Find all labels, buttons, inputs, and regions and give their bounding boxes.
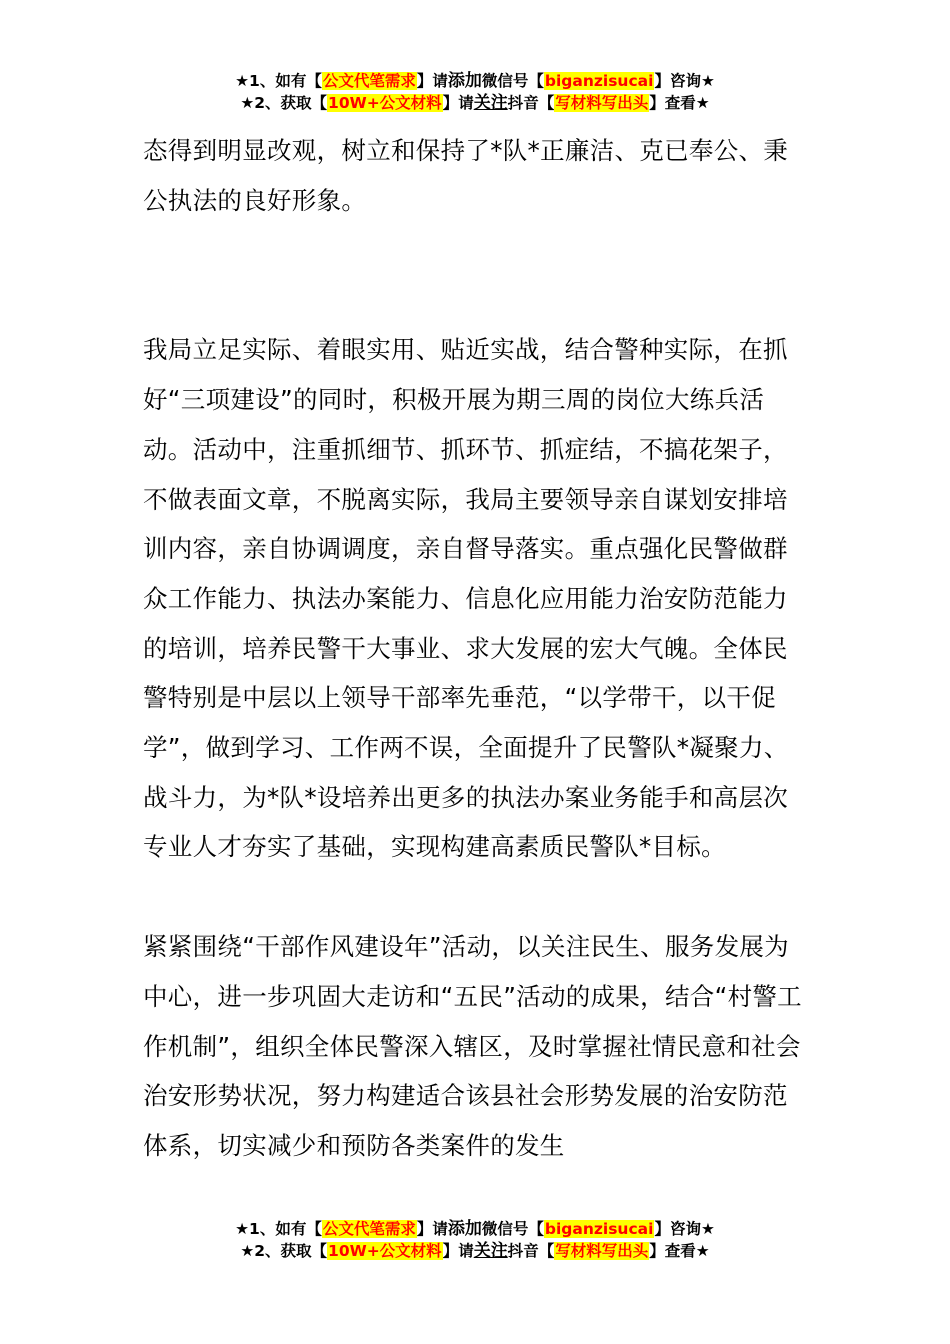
banner-emphasis: 添加 bbox=[447, 71, 482, 91]
banner-highlight: 10W+公文材料 bbox=[328, 1242, 442, 1260]
banner-text: 抖音【 bbox=[507, 94, 555, 112]
paragraph-3: 紧紧围绕“干部作风建设年”活动，以关注民生、服务发展为中心，进一步巩固大走访和“五民”活动的成果，结合“村警工作机制”，组织全体民警深入辖区，及时掌握社情民意和社会治安形势状况，努力构建适合该县社会形势发展的治安防范体系，切实减少和预防各类案件的发生 bbox=[143, 932, 802, 1160]
footer-banner bbox=[0, 1218, 950, 1262]
banner-emphasis: 关注 bbox=[473, 93, 508, 113]
paragraph-1: 态得到明显改观，树立和保持了*队*正廉洁、克已奉公、秉公执法的良好形象。 bbox=[143, 136, 789, 215]
banner-text: 抖音【 bbox=[507, 1242, 555, 1260]
banner-line-2 bbox=[0, 92, 950, 114]
banner-line-1 bbox=[0, 1218, 950, 1240]
banner-text: 】请 bbox=[442, 94, 474, 112]
banner-line-2 bbox=[0, 1240, 950, 1262]
banner-text: 】查看★ bbox=[649, 94, 710, 112]
banner-line-1 bbox=[0, 70, 950, 92]
paragraph-gap bbox=[143, 225, 811, 325]
banner-text: 】查看★ bbox=[649, 1242, 710, 1260]
banner-highlight-wechat: biganzisucai bbox=[544, 72, 654, 90]
paragraph-gap bbox=[143, 872, 811, 922]
banner-highlight: 公文代笔需求 bbox=[322, 72, 416, 90]
banner-text: ★2、获取【 bbox=[240, 1242, 328, 1260]
banner-text: 微信号【 bbox=[481, 1220, 544, 1238]
banner-highlight-wechat: biganzisucai bbox=[544, 1220, 654, 1238]
banner-highlight: 10W+公文材料 bbox=[328, 94, 442, 112]
banner-text: 微信号【 bbox=[481, 72, 544, 90]
document-body bbox=[143, 126, 811, 1171]
banner-text: 】咨询★ bbox=[654, 72, 715, 90]
banner-text: ★1、如有【 bbox=[235, 1220, 322, 1238]
banner-highlight-douyin: 写材料写出头 bbox=[555, 94, 649, 112]
header-banner bbox=[0, 70, 950, 114]
banner-text: 】请 bbox=[416, 1220, 448, 1238]
banner-emphasis: 添加 bbox=[447, 1219, 482, 1239]
banner-text: 】咨询★ bbox=[654, 1220, 715, 1238]
banner-text: ★1、如有【 bbox=[235, 72, 322, 90]
banner-emphasis: 关注 bbox=[473, 1241, 508, 1261]
banner-highlight-douyin: 写材料写出头 bbox=[555, 1242, 649, 1260]
banner-text: 】请 bbox=[416, 72, 448, 90]
banner-highlight: 公文代笔需求 bbox=[322, 1220, 416, 1238]
banner-text: 】请 bbox=[442, 1242, 474, 1260]
paragraph-2: 我局立足实际、着眼实用、贴近实战，结合警种实际，在抓好“三项建设”的同时，积极开展为期三周的岗位大练兵活动。活动中，注重抓细节、抓环节、抓症结，不搞花架子，不做表面文章，不脱离实际，我局主要领导亲自谋划安排培训内容，亲自协调调度，亲自督导落实。重点强化民警做群众工作能力、执法办案能力、信息化应用能力治安防范能力的培训，培养民警干大事业、求大发展的宏大气魄。全体民警特别是中层以上领导干部率先垂范，“以学带干，以干促学”，做到学习、工作两不误，全面提升了民警队*凝聚力、战斗力，为*队*设培养出更多的执法办案业务能手和高层次专业人才夯实了基础，实现构建高素质民警队*目标。 bbox=[143, 335, 789, 862]
banner-text: ★2、获取【 bbox=[240, 94, 328, 112]
